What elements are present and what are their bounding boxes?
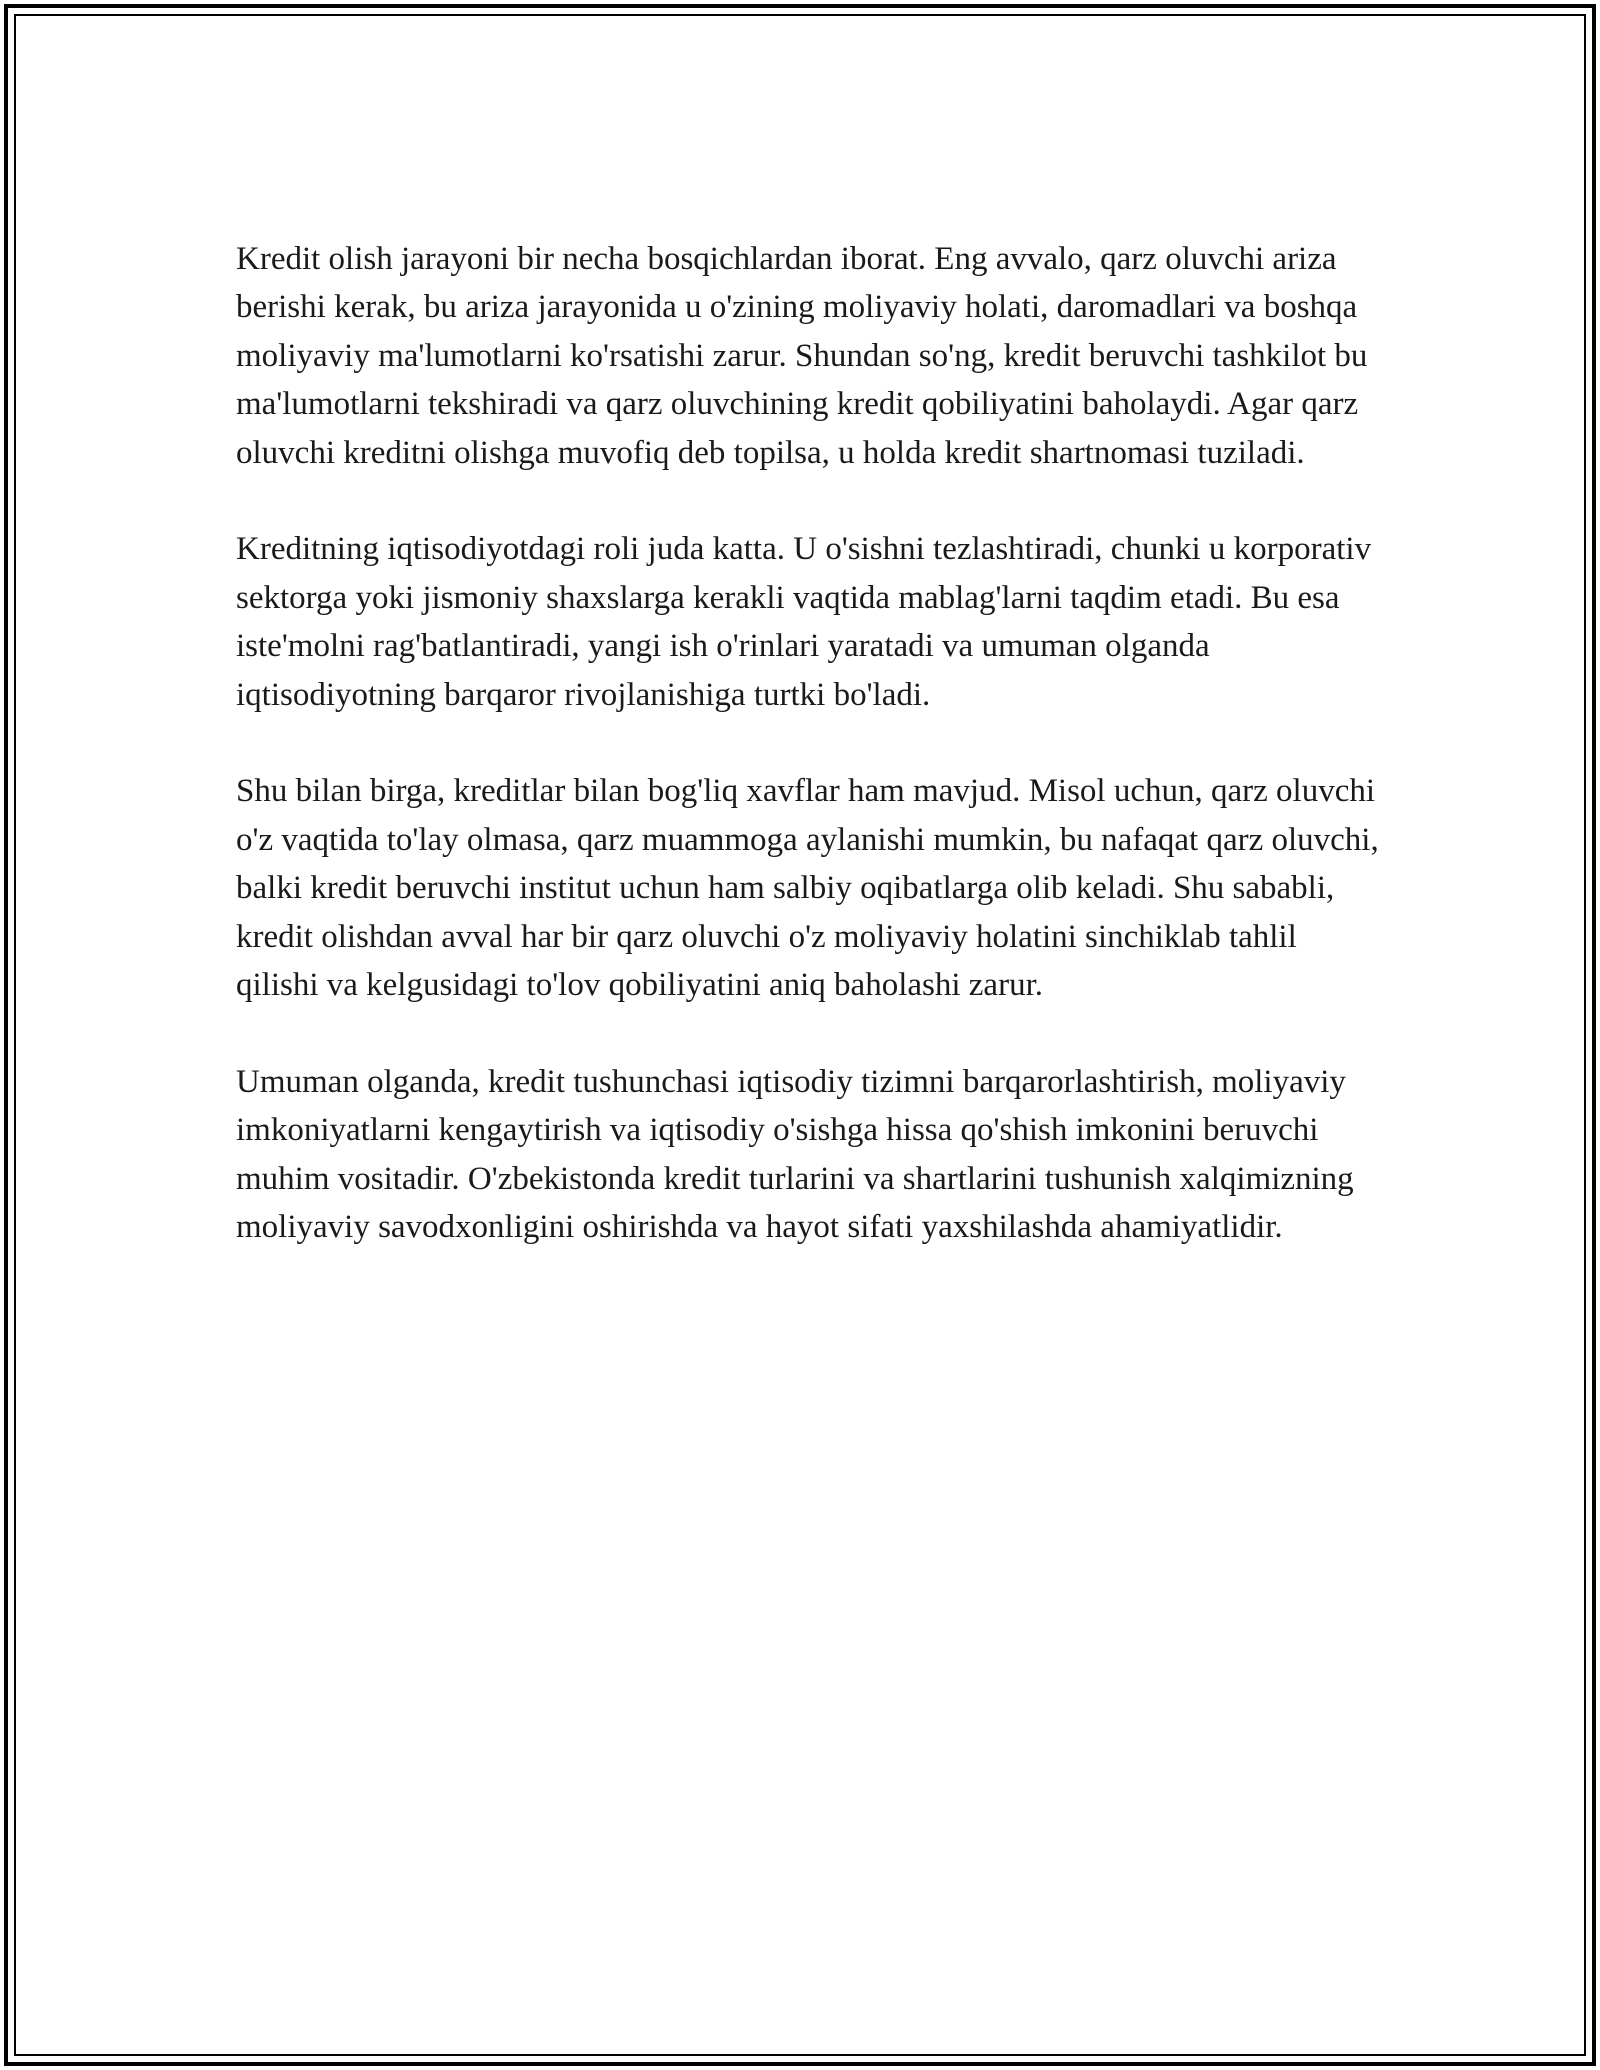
paragraph-credit-risks: Shu bilan birga, kreditlar bilan bog'liq xavflar ham mavjud. Misol uchun, qarz oluvchi o'z vaqtida to'lay olmasa, qarz muammoga aylanishi mumkin, bu nafaqat qarz oluvchi, balki kredit beruvchi institut uchun ham salbiy oqibatlarga olib keladi. Shu sababli, kredit olishdan avval har bir qarz oluvchi o'z moliyaviy holatini sinchiklab tahlil qilishi va kelgusidagi to'lov qobiliyatini aniq baholashi zarur.: [236, 773, 1379, 1004]
paragraph-credit-role: Kreditning iqtisodiyotdagi roli juda katta. U o'sishni tezlashtiradi, chunki u korporativ sektorga yoki jismoniy shaxslarga kerakli vaqtida mablag'larni taqdim etadi. Bu esa iste'molni rag'batlantiradi, yangi ish o'rinlari yaratadi va umuman olganda iqtisodiyotning barqaror rivojlanishiga turtki bo'ladi.: [236, 531, 1372, 713]
document-body: [236, 235, 1386, 1300]
paragraph-conclusion: Umuman olganda, kredit tushunchasi iqtisodiy tizimni barqarorlashtirish, moliyaviy imkoniyatlarni kengaytirish va iqtisodiy o'sishga hissa qo'shish imkonini beruvchi muhim vositadir. O'zbekistonda kredit turlarini va shartlarini tushunish xalqimizning moliyaviy savodxonligini oshirishda va hayot sifati yaxshilashda ahamiyatlidir.: [236, 1063, 1354, 1246]
paragraph-credit-process: Kredit olish jarayoni bir necha bosqichlardan iborat. Eng avvalo, qarz oluvchi ariza berishi kerak, bu ariza jarayonida u o'zining moliyaviy holati, daromadlari va boshqa moliyaviy ma'lumotlarni ko'rsatishi zarur. Shundan so'ng, kredit beruvchi tashkilot bu ma'lumotlarni tekshiradi va qarz oluvchining kredit qobiliyatini baholaydi. Agar qarz oluvchi kreditni olishga muvofiq deb topilsa, u holda kredit shartnomasi tuziladi.: [236, 241, 1368, 471]
